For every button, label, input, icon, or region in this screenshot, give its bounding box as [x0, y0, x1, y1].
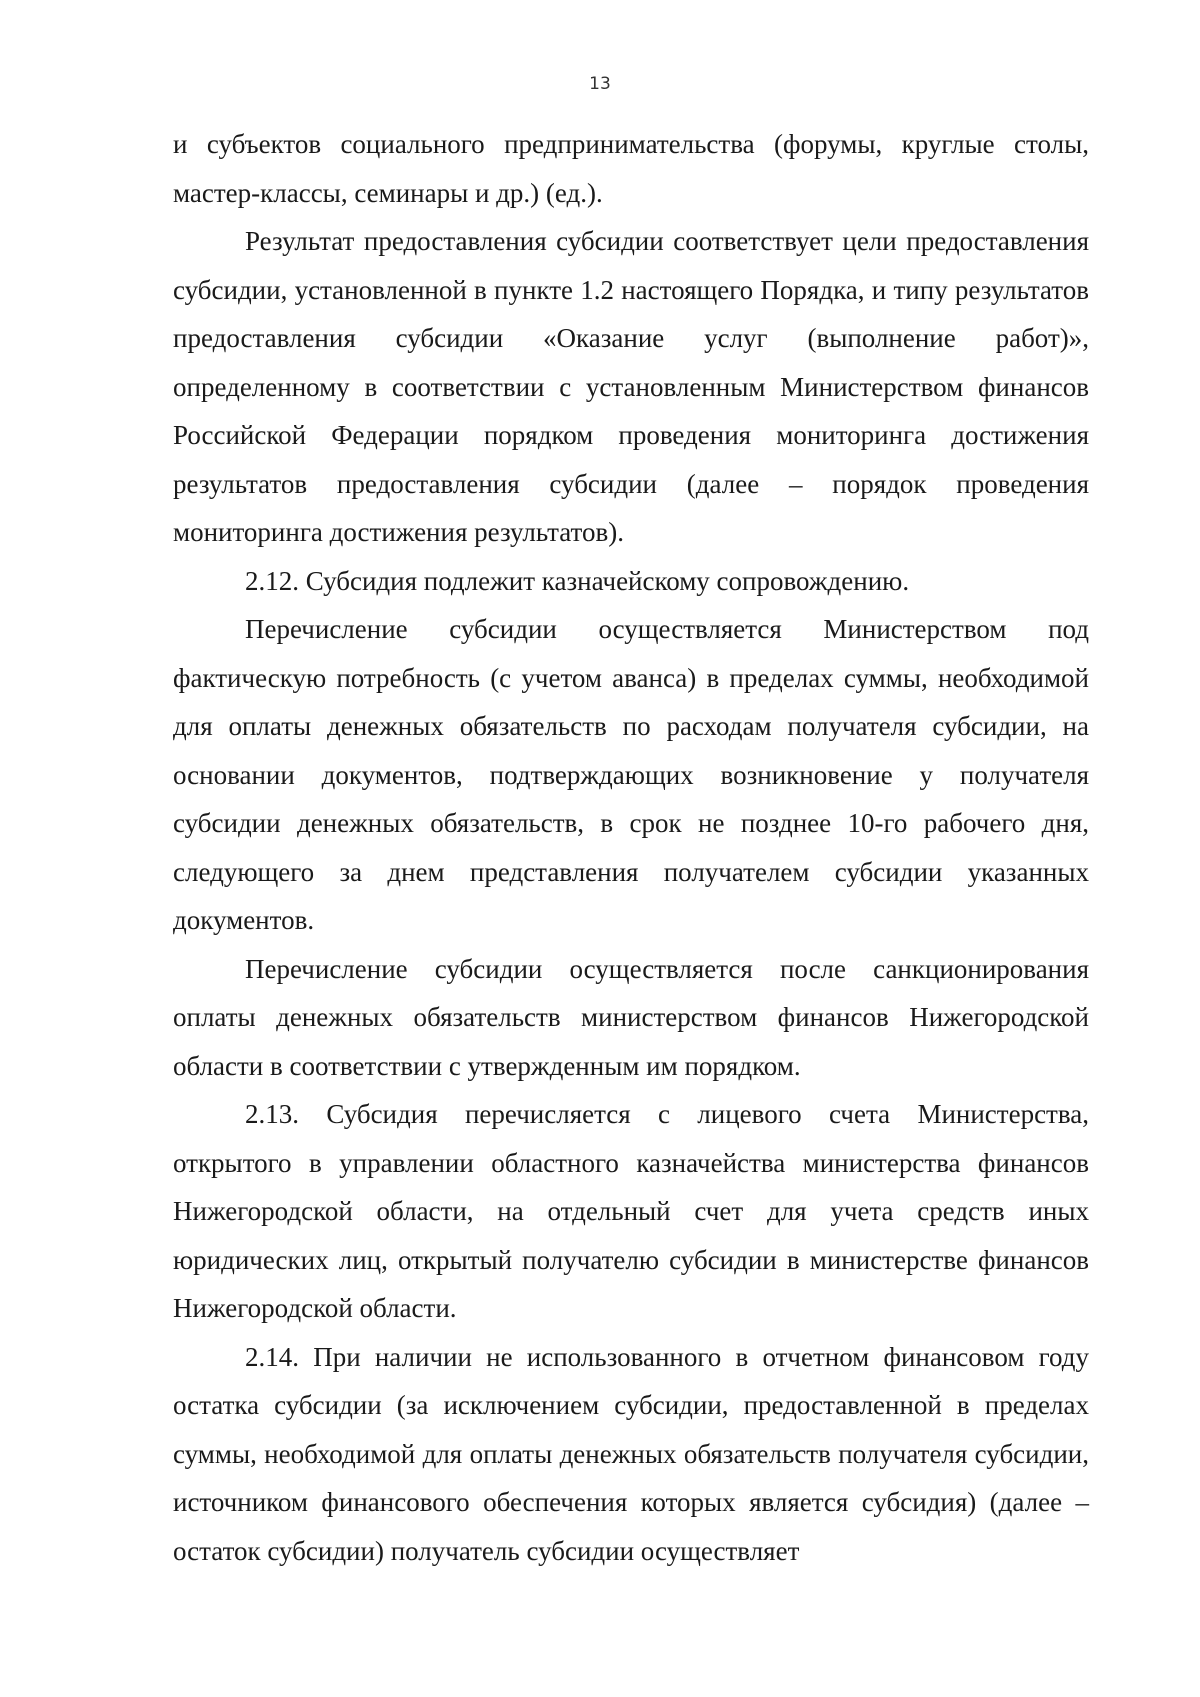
paragraph-2-12: 2.12. Субсидия подлежит казначейскому сопровождению. [245, 565, 910, 596]
paragraph-continuation: и субъектов социального предпринимательства (форумы, круглые столы, мастер-классы, семинары и др.) (ед.). [173, 129, 1089, 208]
paragraph-2-13: 2.13. Субсидия перечисляется с лицевого счета Министерства, открытого в управлении областного казначейства министерства финансов Нижегородской области, на отдельный счет для учета средств иных юридических лиц, открытый получателю субсидии в министерстве финансов Нижегородской области. [173, 1099, 1089, 1323]
paragraph-transfer-authorization: Перечисление субсидии осуществляется после санкционирования оплаты денежных обязательств министерством финансов Нижегородской области в соответствии с утвержденным им порядком. [173, 953, 1089, 1081]
document-body [173, 120, 1089, 1575]
page-number: 13 [589, 74, 611, 94]
paragraph-transfer-need: Перечисление субсидии осуществляется Министерством под фактическую потребность (с учетом аванса) в пределах суммы, необходимой для оплаты денежных обязательств по расходам получателя субсидии, на основании документов, подтверждающих возникновение у получателя субсидии денежных обязательств, в срок не позднее 10-го рабочего дня, следующего за днем представления получателем субсидии указанных документов. [173, 614, 1089, 935]
paragraph-2-14: 2.14. При наличии не использованного в отчетном финансовом году остатка субсидии (за исключением субсидии, предоставленной в пределах суммы, необходимой для оплаты денежных обязательств получателя субсидии, источником финансового обеспечения которых является субсидия) (далее – остаток субсидии) получатель субсидии осуществляет [173, 1341, 1089, 1566]
paragraph-subsidy-result: Результат предоставления субсидии соответствует цели предоставления субсидии, установленной в пункте 1.2 настоящего Порядка, и типу результатов предоставления субсидии «Оказание услуг (выполнение работ)», определенному в соответствии с установленным Министерством финансов Российской Федерации порядком проведения мониторинга достижения результатов предоставления субсидии (далее – порядок проведения мониторинга достижения результатов). [173, 226, 1089, 547]
